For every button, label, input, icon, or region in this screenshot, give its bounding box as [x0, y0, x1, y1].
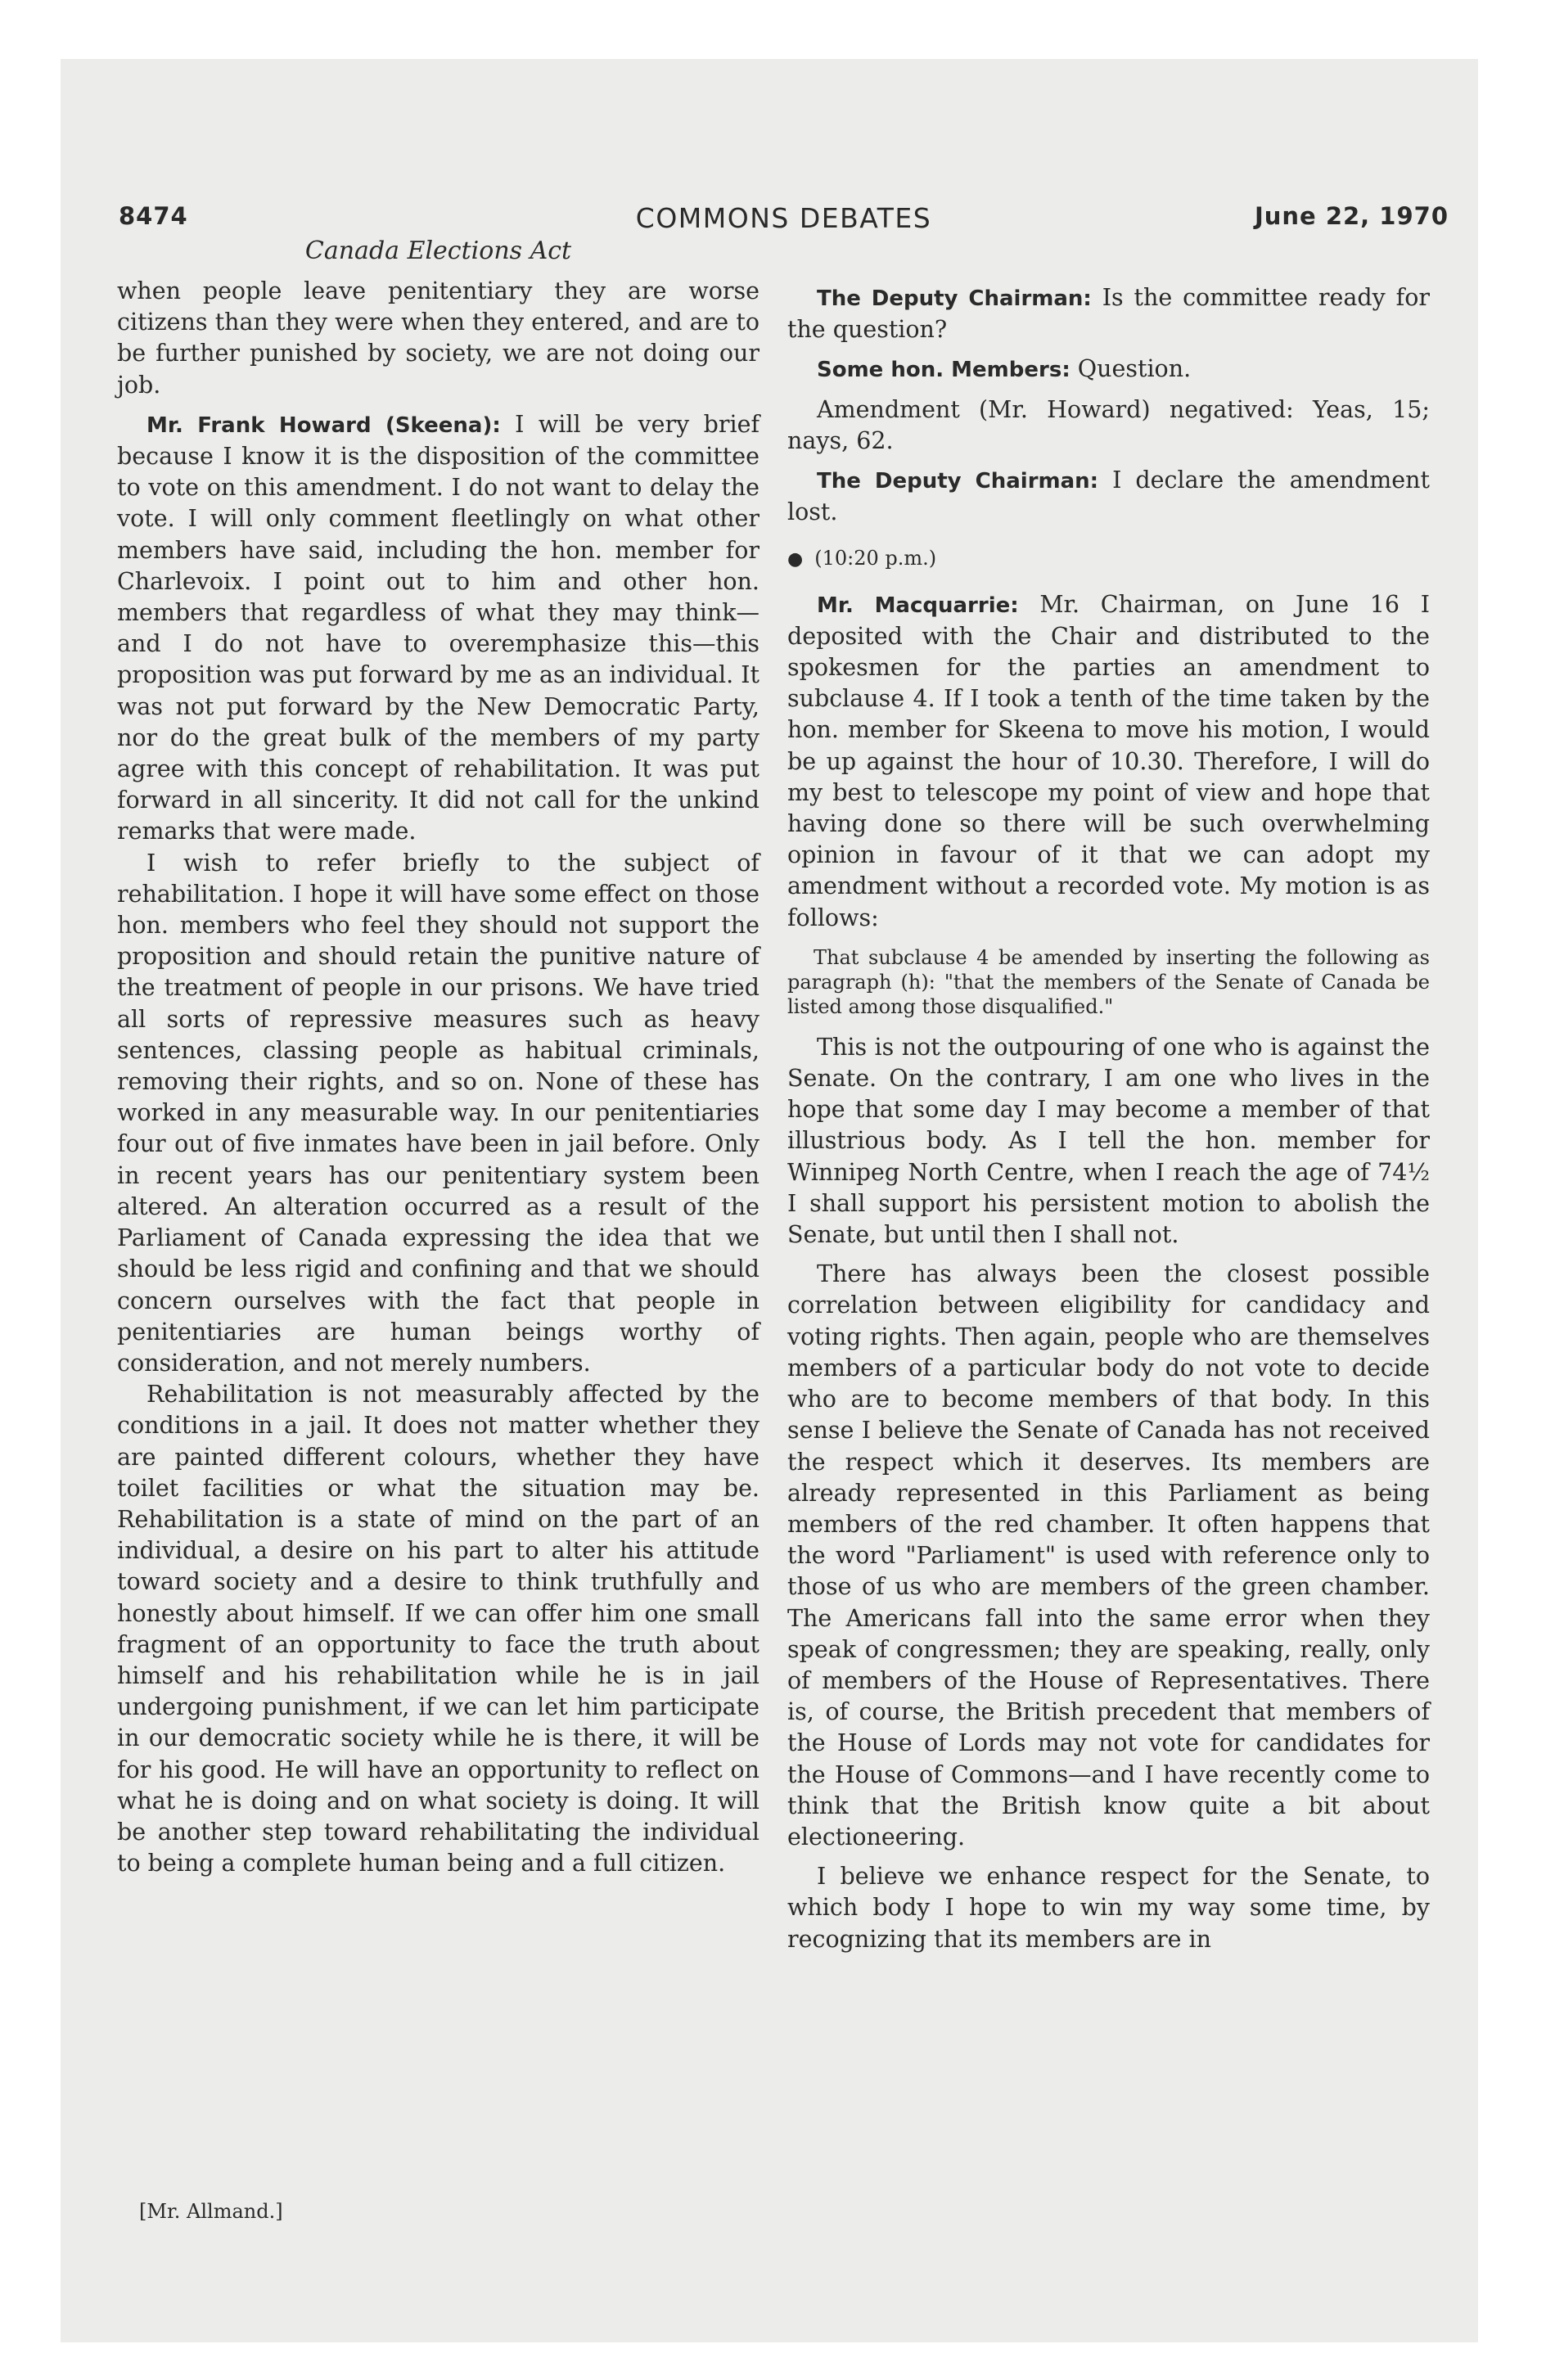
speech-text: Mr. Chairman, on June 16 I deposited with the Chair and distributed to the spokesmen for the parties an amendment to subclause 4. If I took a tenth of the time taken by the hon. member for Skeena to move his motion, I would be up against the hour of 10.30. Therefore, I will do my best to telescope my point of view and hope that having done so there will be such overwhelming opinion in favour of it that we can adopt my amendment without a recorded vote. My motion is as follows:: [787, 590, 1430, 931]
speech: [787, 589, 1430, 934]
motion-quote: That subclause 4 be amended by inserting the following as paragraph (h): "that the members of the Senate of Canada be listed among those disqualified.": [787, 945, 1430, 1018]
vote-result: Amendment (Mr. Howard) negatived: Yeas, 15; nays, 62.: [787, 395, 1430, 454]
speech-text: Question.: [1070, 355, 1192, 383]
journal-title: COMMONS DEBATES: [635, 202, 932, 234]
speech-text: Is the committee ready for the question?: [787, 284, 1430, 344]
bullet-icon: ●: [787, 549, 804, 570]
speech-text: I declare the amendment lost.: [787, 467, 1430, 526]
time-text: (10:20 p.m.): [814, 547, 937, 570]
running-title: Canada Elections Act: [304, 237, 572, 265]
attribution: [Mr. Allmand.]: [139, 2200, 283, 2223]
right-column: [787, 282, 1430, 1955]
speech: [117, 409, 759, 848]
page-number: 8474: [119, 202, 188, 230]
speaker-name: The Deputy Chairman:: [817, 469, 1099, 494]
speech-text: I will be very brief because I know it is the disposition of the committee to vote on this amendment. I do not want to delay the vote. I will only comment fleetlingly on what other members have said, including the hon. member for Charlevoix. I point out to him and other hon. members that regardless of what they may think—and I do not have to overemphasize this—this proposition was put forward by me as an individual. It was not put forward by the New Democratic Party, nor do the great bulk of the members of my party agree with this concept of rehabilitation. It was put forward in all sincerity. It did not call for the unkind remarks that were made.: [117, 410, 759, 845]
speaker-name: Mr. Frank Howard (Skeena):: [146, 412, 501, 438]
page-date: June 22, 1970: [1254, 202, 1449, 230]
paragraph: when people leave penitentiary they are worse citizens than they were when they entered, and are to be further punished by society, we are not doing our job.: [117, 277, 759, 399]
speech: [787, 354, 1430, 385]
speech: [787, 282, 1430, 345]
paragraph: This is not the outpouring of one who is against the Senate. On the contrary, I am one who lives in the hope that some day I may become a member of that illustrious body. As I tell the hon. member for Winnipeg North Centre, when I reach the age of 74½ I shall support his persistent motion to abolish the Senate, but until then I shall not.: [787, 1033, 1430, 1249]
timestamp: [787, 543, 1430, 575]
speaker-name: Some hon. Members:: [817, 358, 1070, 383]
paragraph: There has always been the closest possible correlation between eligibility for candidacy and voting rights. Then again, people who are themselves members of a particular body do not vote to decide who are to become members of that body. In this sense I believe the Senate of Canada has not received the respect which it deserves. Its members are already represented in this Parliament as being members of the red chamber. It often happens that the word "Parliament" is used with reference only to those of us who are members of the green chamber. The Americans fall into the same error when they speak of congressmen; they are speaking, really, only of members of the House of Representatives. There is, of course, the British precedent that members of the House of Lords may not vote for candidates for the House of Commons—and I have recently come to think that the British know quite a bit about electioneering.: [787, 1260, 1430, 1850]
speech: [787, 465, 1430, 528]
paragraph: I wish to refer briefly to the subject of rehabilitation. I hope it will have some effect on those hon. members who feel they should not support the proposition and should retain the punitive nature of the treatment of people in our prisons. We have tried all sorts of repressive measures such as heavy sentences, classing people as habitual criminals, removing their rights, and so on. None of these has worked in any measurable way. In our penitentiaries four out of five inmates have been in jail before. Only in recent years has our penitentiary system been altered. An alteration occurred as a result of the Parliament of Canada expressing the idea that we should be less rigid and confining and that we should concern ourselves with the fact that people in penitentiaries are human beings worthy of consideration, and not merely numbers.: [117, 849, 759, 1377]
speaker-name: Mr. Macquarrie:: [817, 593, 1019, 618]
page-header: [119, 202, 1449, 238]
left-column: [117, 276, 759, 1879]
speaker-name: The Deputy Chairman:: [817, 286, 1092, 311]
paragraph: I believe we enhance respect for the Senate, to which body I hope to win my way some time, by recognizing that its members are in: [787, 1863, 1430, 1953]
paragraph: Rehabilitation is not measurably affected by the conditions in a jail. It does not matter whether they are painted different colours, whether they have toilet facilities or what the situation may be. Rehabilitation is a state of mind on the part of an individual, a desire on his part to alter his attitude toward society and a desire to think truthfully and honestly about himself. If we can offer him one small fragment of an opportunity to face the truth about himself and his rehabilitation while he is in jail undergoing punishment, if we can let him participate in our democratic society while he is there, it will be for his good. He will have an opportunity to reflect on what he is doing and on what society is doing. It will be another step toward rehabilitating the individual to being a complete human being and a full citizen.: [117, 1381, 759, 1877]
